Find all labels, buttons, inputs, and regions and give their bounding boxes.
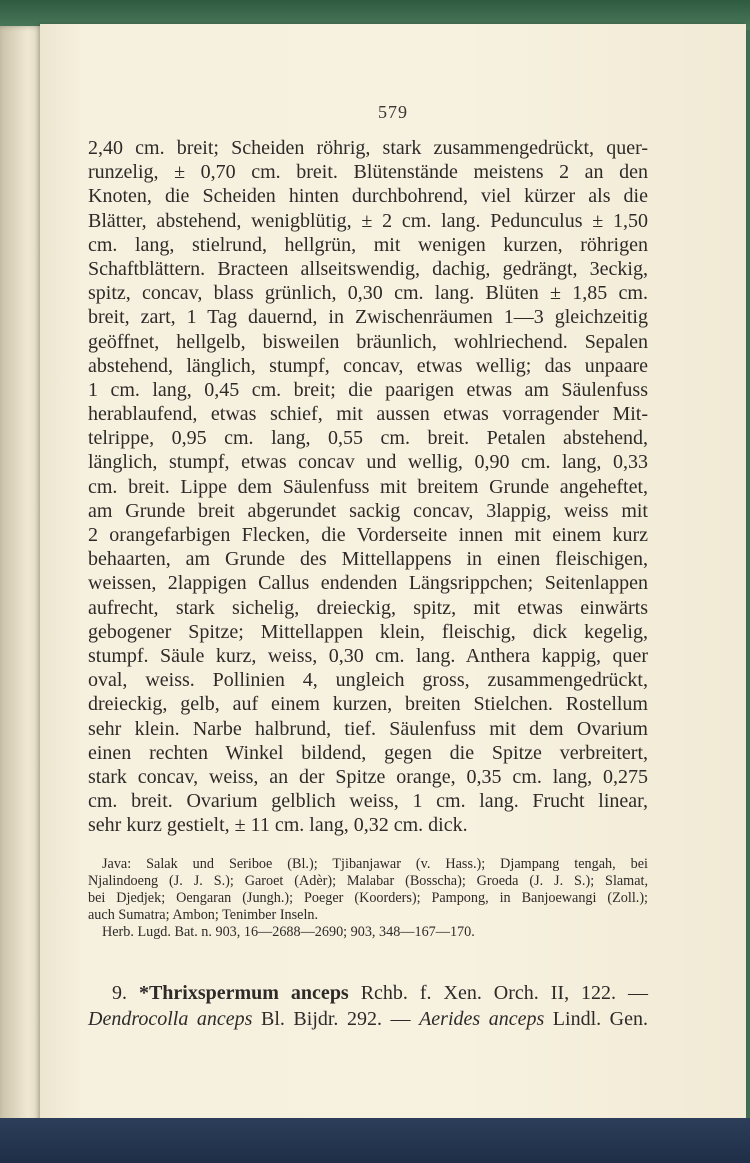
text-line: Schaftblättern. Bracteen allseitswendig, dachig, gedrängt, 3eckig, xyxy=(88,257,648,280)
species-heading-line xyxy=(88,980,648,1006)
text-line: weissen, 2lappigen Callus endenden Längsrippchen; Seitenlappen xyxy=(88,572,648,595)
text-line: behaarten, am Grunde des Mittellappens in einen fleischigen, xyxy=(88,548,648,571)
herbarium-reference: Herb. Lugd. Bat. n. 903, 16—2688—2690; 903, 348—167—170. xyxy=(102,924,475,940)
locality-notes xyxy=(88,856,648,941)
text-line: breit, zart, 1 Tag dauernd, in Zwischenräumen 1—3 gleichzeitig xyxy=(88,306,648,329)
synonym-line xyxy=(88,1006,648,1032)
text-line: stumpf. Säule kurz, weiss, 0,30 cm. lang. Anthera kappig, quer xyxy=(88,644,648,667)
species-description-text xyxy=(88,136,648,837)
text-line: dreieckig, gelb, auf einem kurzen, breiten Stielchen. Rostellum xyxy=(88,693,648,716)
text-line: spitz, concav, blass grünlich, 0,30 cm. lang. Blüten ± 1,85 cm. xyxy=(88,282,648,305)
text-line: cm. breit. Lippe dem Säulenfuss mit breitem Grunde angeheftet, xyxy=(88,475,648,498)
book-cover-bottom-edge xyxy=(0,1118,750,1163)
text-line: 2 orangefarbigen Flecken, die Vorderseite innen mit einem kurz xyxy=(88,524,648,546)
text-line: Knoten, die Scheiden hinten durchbohrend, viel kürzer als die xyxy=(88,185,648,208)
text-line: gebogener Spitze; Mittellappen klein, fleischig, dick kegelig, xyxy=(88,620,648,643)
text-line: einen rechten Winkel bildend, gegen die Spitze verbreitert, xyxy=(88,741,648,764)
text-line: 1 cm. lang, 0,45 cm. breit; die paarigen etwas am Säulenfuss xyxy=(88,378,648,401)
text-line: abstehend, länglich, stumpf, concav, etwas wellig; das unpaare xyxy=(88,354,648,377)
text-line: sehr klein. Narbe halbrund, tief. Säulenfuss mit dem Ovarium xyxy=(88,717,648,740)
text-line: runzelig, ± 0,70 cm. breit. Blütenstände meistens 2 an den xyxy=(88,161,648,184)
synonym-name: Dendrocolla anceps xyxy=(88,1008,253,1030)
species-heading xyxy=(88,980,648,1032)
text-line: geöffnet, hellgelb, bisweilen bräunlich, wohlriechend. Sepalen xyxy=(88,330,648,353)
text-line: cm. lang, stielrund, hellgrün, mit wenigen kurzen, röhrigen xyxy=(88,233,648,256)
note-line: Njalindoeng (J. J. S.); Garoet (Adèr); Malabar (Bosscha); Groeda (J. J. S.); Slamat, xyxy=(88,873,648,889)
text-line: länglich, stumpf, etwas concav und wellig, 0,90 cm. lang, 0,33 xyxy=(88,451,648,474)
species-authority: Rchb. f. Xen. Orch. II, 122. — xyxy=(348,982,649,1004)
text-line: 2,40 cm. breit; Scheiden röhrig, stark zusammengedrückt, quer- xyxy=(88,137,648,159)
note-line: bei Djedjek; Oengaran (Jungh.); Poeger (Koorders); Pampong, in Banjoewangi (Zoll.); xyxy=(88,890,648,906)
note-line: auch Sumatra; Ambon; Tenimber Inseln. xyxy=(88,907,319,923)
text-line: Blätter, abstehend, wenigblütig, ± 2 cm. lang. Pedunculus ± 1,50 xyxy=(88,209,648,232)
text-line: sehr kurz gestielt, ± 11 cm. lang, 0,32 cm. dick. xyxy=(88,814,468,837)
page-sheet xyxy=(40,24,746,1124)
synonym-name: Aerides anceps xyxy=(419,1008,545,1030)
species-number: 9. xyxy=(112,982,127,1004)
text-line: aufrecht, stark sichelig, dreieckig, spitz, mit etwas einwärts xyxy=(88,596,648,619)
text-line: stark concav, weiss, an der Spitze orange, 0,35 cm. lang, 0,275 xyxy=(88,765,648,788)
note-line: Java: Salak und Seriboe (Bl.); Tjibanjawar (v. Hass.); Djampang tengah, bei xyxy=(102,856,648,872)
text-line: oval, weiss. Pollinien 4, ungleich gross, zusammengedrückt, xyxy=(88,669,648,692)
text-line: herablaufend, etwas schief, mit aussen etwas vorragender Mit- xyxy=(88,403,648,426)
species-name: *Thrixspermum anceps xyxy=(138,982,349,1004)
text-line: am Grunde breit abgerundet sackig concav, 3lappig, weiss mit xyxy=(88,499,648,522)
synonym-reference: Bl. Bijdr. 292. — xyxy=(252,1008,420,1030)
synonym-reference: Lindl. Gen. xyxy=(544,1008,649,1030)
text-line: cm. breit. Ovarium gelblich weiss, 1 cm. lang. Frucht linear, xyxy=(88,790,648,813)
page-number: 579 xyxy=(378,102,408,122)
text-line: telrippe, 0,95 cm. lang, 0,55 cm. breit. Petalen abstehend, xyxy=(88,427,648,450)
